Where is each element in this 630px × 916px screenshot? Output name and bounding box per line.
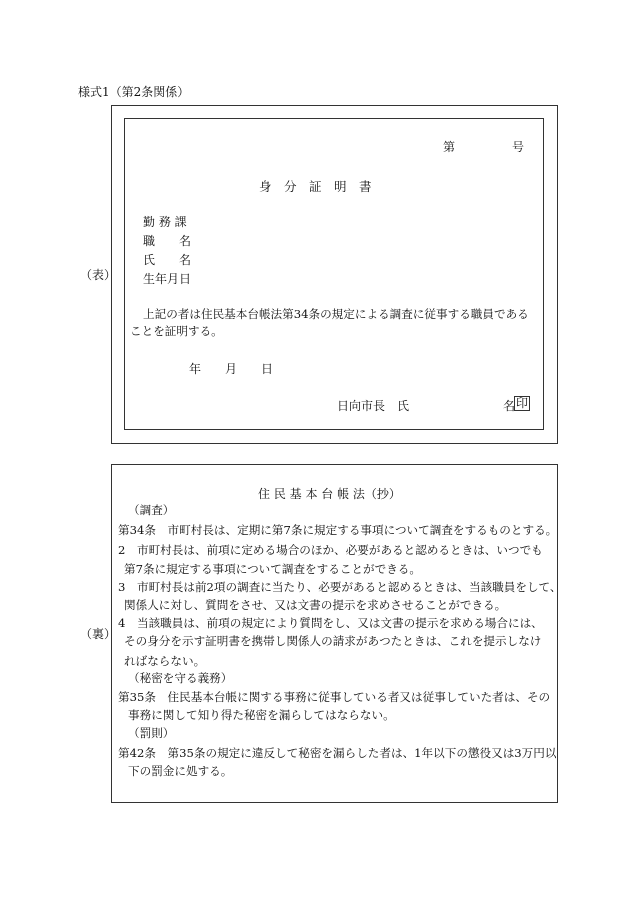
field-birthdate: 生年月日: [143, 272, 192, 286]
article-34-para-4: 4 当該職員は、前項の規定により質問をし、又は文書の提示を求める場合には、: [118, 616, 543, 630]
heading-investigation: （調査）: [128, 503, 175, 517]
field-department: 勤 務 課: [143, 215, 187, 229]
issuer-name-char: 名: [503, 399, 516, 413]
field-position: 職 名: [143, 234, 192, 248]
article-42-cont: 下の罰金に処する。: [128, 764, 233, 778]
article-34-para-2: 2 市町村長は、前項に定める場合のほか、必要があると認めるときは、いつでも: [118, 543, 543, 557]
article-35: 第35条 住民基本台帳に関する事務に従事している者又は従事していた者は、その: [118, 690, 551, 704]
article-34-para-2-cont: 第7条に規定する事項について調査をすることができる。: [124, 562, 421, 576]
law-title: 住 民 基 本 台 帳 法（抄）: [258, 487, 401, 501]
statement-line-1: 上記の者は住民基本台帳法第34条の規定による調査に従事する職員である: [143, 307, 529, 321]
form-label: 様式1（第2条関係）: [78, 85, 190, 99]
back-side-label: （裏）: [80, 627, 117, 641]
heading-penalties: （罰則）: [128, 726, 175, 740]
article-34-para-3-cont: 関係人に対し、質問をさせ、又は文書の提示を求めさせることができる。: [124, 598, 507, 612]
article-42: 第42条 第35条の規定に違反して秘密を漏らした者は、1年以下の懲役又は3万円以: [118, 746, 557, 760]
seal-mark: 印: [516, 396, 529, 410]
front-side-label: （表）: [80, 268, 117, 282]
id-card-title: 身 分 証 明 書: [259, 179, 372, 194]
heading-confidentiality: （秘密を守る義務）: [128, 671, 233, 685]
number-suffix: 号: [512, 140, 525, 154]
issue-date: 年 月 日: [189, 362, 274, 376]
article-34-para-4-end: ればならない。: [124, 654, 206, 668]
number-prefix: 第: [443, 140, 456, 154]
article-34-para-3: 3 市町村長は前2項の調査に当たり、必要があると認めるときは、当該職員をして、: [118, 580, 562, 594]
issuer: 日向市長 氏: [337, 399, 410, 413]
article-35-cont: 事務に関して知り得た秘密を漏らしてはならない。: [128, 708, 395, 722]
article-34-para-4-cont: その身分を示す証明書を携帯し関係人の請求があつたときは、これを提示しなけ: [124, 634, 542, 648]
statement-line-2: ことを証明する。: [130, 324, 223, 338]
field-name: 氏 名: [143, 253, 192, 267]
article-34: 第34条 市町村長は、定期に第7条に規定する事項について調査をするものとする。: [118, 523, 558, 537]
